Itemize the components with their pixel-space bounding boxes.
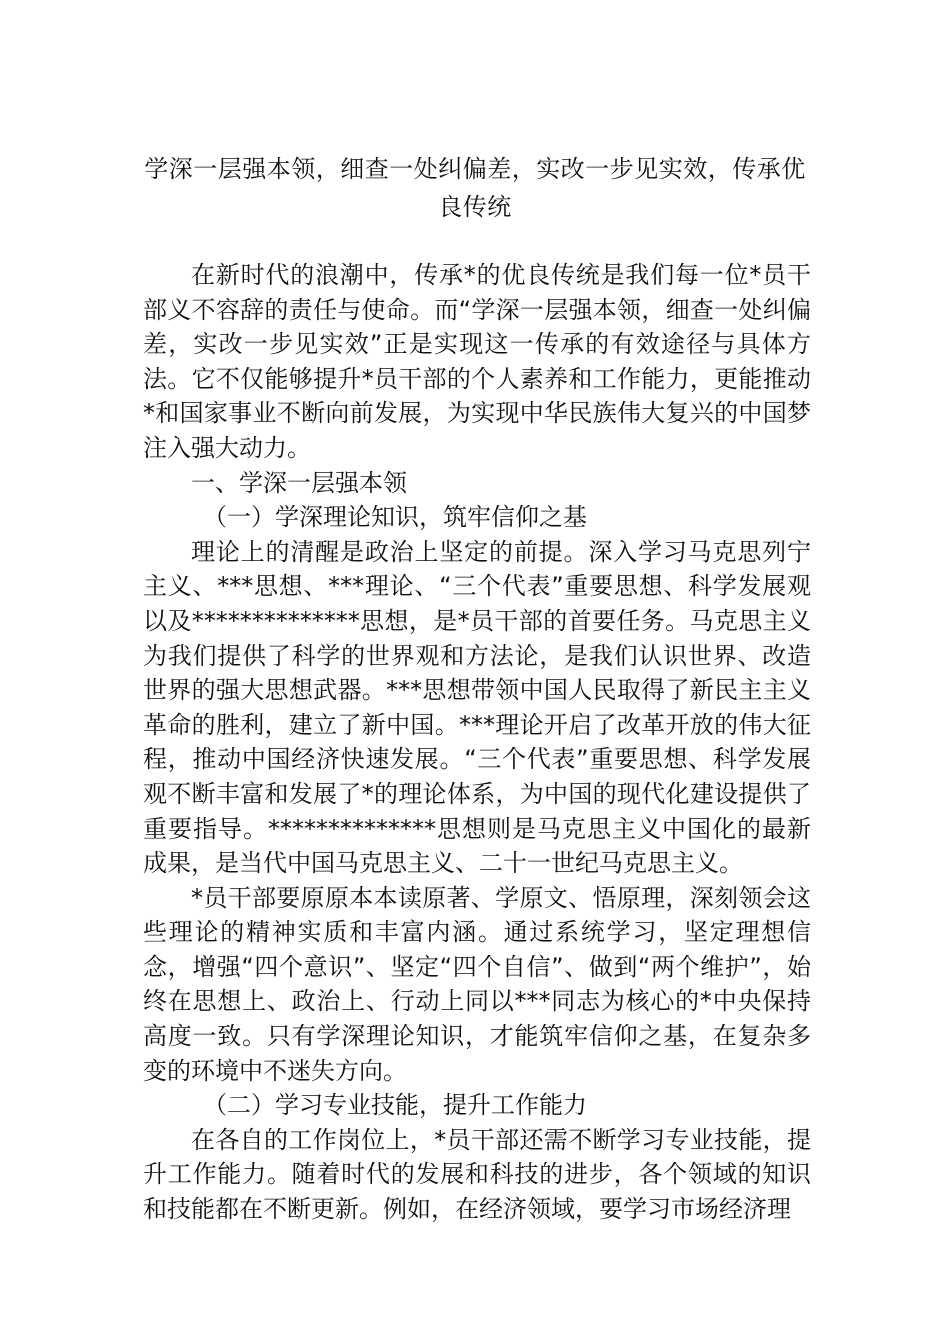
document-body	[143, 258, 811, 1227]
document-title: 学深一层强本领，细查一处纠偏差，实改一步见实效，传承优良传统	[144, 155, 806, 221]
body-paragraph: *员干部要原原本本读原著、学原文、悟原理，深刻领会这些理论的精神实质和丰富内涵。通过系统学习，坚定理想信念，增强“四个意识”、坚定“四个自信”、做到“两个维护”，始终在思想上、政治上、行动上同以***同志为核心的*中央保持高度一致。只有学深理论知识，才能筑牢信仰之基，在复杂多变的环境中不迷失方向。	[143, 883, 811, 1085]
subsection-heading-2: （二）学习专业技能，提升工作能力	[203, 1091, 587, 1120]
body-paragraph: 理论上的清醒是政治上坚定的前提。深入学习马克思列宁主义、***思想、***理论、“三个代表”重要思想、科学发展观以及**************思想，是*员干部的首要任务。马克思主义为我们提供了科学的世界观和方法论，是我们认识世界、改造世界的强大思想武器。***思想带领中国人民取得了新民主主义革命的胜利，建立了新中国。***理论开启了改革开放的伟大征程，推动中国经济快速发展。“三个代表”重要思想、科学发展观不断丰富和发展了*的理论体系，为中国的现代化建设提供了重要指导。**************思想则是马克思主义中国化的最新成果，是当代中国马克思主义、二十一世纪马克思主义。	[143, 537, 811, 878]
subsection-heading-1: （一）学深理论知识，筑牢信仰之基	[203, 503, 587, 532]
intro-paragraph: 在新时代的浪潮中，传承*的优良传统是我们每一位*员干部义不容辞的责任与使命。而“学深一层强本领，细查一处纠偏差，实改一步见实效”正是实现这一传承的有效途径与具体方法。它不仅能够提升*员干部的个人素养和工作能力，更能推动*和国家事业不断向前发展，为实现中华民族伟大复兴的中国梦注入强大动力。	[143, 261, 811, 462]
section-heading-1: 一、学深一层强本领	[191, 468, 407, 497]
body-paragraph: 在各自的工作岗位上，*员干部还需不断学习专业技能，提升工作能力。随着时代的发展和科技的进步，各个领域的知识和技能都在不断更新。例如，在经济领域，要学习市场经济理	[143, 1125, 811, 1224]
